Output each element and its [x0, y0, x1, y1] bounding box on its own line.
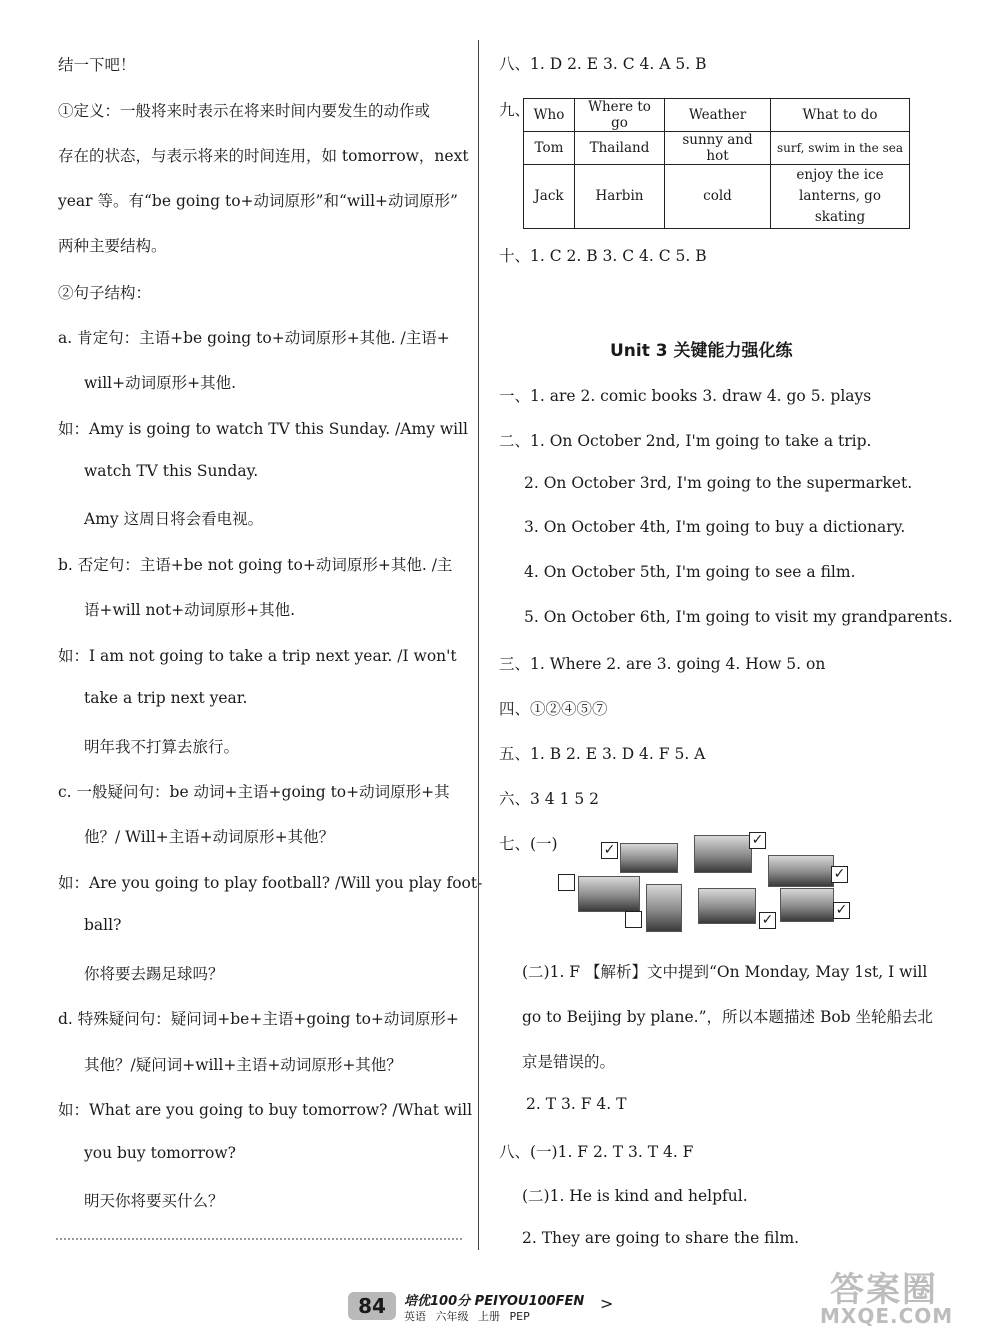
unit-title: Unit 3 关键能力强化练 — [610, 341, 793, 361]
table-header-row — [524, 99, 910, 132]
answer-u2-line: 4. On October 5th, I'm going to see a film. — [524, 563, 856, 581]
table-header: Weather — [665, 99, 771, 132]
text-line: 如：Amy is going to watch TV this Sunday. /Amy will — [58, 420, 469, 438]
page-footer — [348, 1290, 628, 1326]
answer-u8-line: 2. They are going to share the film. — [522, 1229, 800, 1247]
checkbox-icon — [625, 911, 642, 928]
text-line: 如：What are you going to buy tomorrow? /What will — [58, 1101, 473, 1119]
text-line: ②句子结构： — [58, 284, 152, 302]
table-cell: sunny and hot — [665, 132, 771, 165]
text-line: 存在的状态，与表示将来的时间连用，如 tomorrow，next — [58, 147, 469, 165]
text-line: will+动词原形+其他. — [84, 374, 237, 392]
answer-q9-label: 九、 — [499, 101, 531, 119]
answer-u7-2-line: 2. T 3. F 4. T — [526, 1095, 627, 1113]
answer-q10: 十、1. C 2. B 3. C 4. C 5. B — [499, 247, 707, 265]
check-icon: ✓ — [761, 912, 774, 928]
answer-u5: 五、1. B 2. E 3. D 4. F 5. A — [499, 745, 706, 763]
check-icon: ✓ — [603, 842, 616, 858]
page-number: 84 — [348, 1292, 396, 1320]
temple-photo — [768, 855, 834, 887]
boat-photo — [780, 888, 834, 922]
check-icon: ✓ — [833, 866, 846, 882]
checkbox-icon — [831, 866, 848, 883]
table-cell: surf, swim in the sea — [771, 132, 910, 165]
answer-u7-2-line: 京是错误的。 — [522, 1053, 616, 1071]
text-line: year 等。有“be going to+动词原形”和“will+动词原形” — [58, 192, 458, 210]
dotted-rule — [56, 1238, 462, 1240]
answer-u2-line: 二、1. On October 2nd, I'm going to take a trip. — [499, 432, 872, 450]
answer-q8: 八、1. D 2. E 3. C 4. A 5. B — [499, 55, 707, 73]
text-line: 你将要去踢足球吗？ — [84, 965, 224, 983]
text-line: c. 一般疑问句：be 动词+主语+going to+动词原形+其 — [58, 783, 450, 801]
answer-u7-2-line: (二)1. F 【解析】文中提到“On Monday, May 1st, I will — [522, 963, 928, 981]
checkbox-icon — [749, 832, 766, 849]
column-divider — [478, 40, 479, 1250]
text-line: b. 否定句：主语+be not going to+动词原形+其他. /主 — [58, 556, 453, 574]
lake-photo — [578, 876, 640, 912]
answer-u4: 四、①②④⑤⑦ — [499, 700, 608, 718]
table-row — [524, 165, 910, 229]
text-line: watch TV this Sunday. — [84, 462, 259, 480]
answer-u8-line: (二)1. He is kind and helpful. — [522, 1187, 748, 1205]
brand-logo: 培优100分 PEIYOU100FEN — [404, 1294, 585, 1309]
checkbox-icon — [833, 902, 850, 919]
answer-u2-line: 5. On October 6th, I'm going to visit my grandparents. — [524, 608, 953, 626]
building-photo — [698, 888, 756, 924]
book-info: 英语 六年级 上册 PEP — [404, 1310, 530, 1323]
checkbox-icon — [759, 912, 776, 929]
text-line: a. 肯定句：主语+be going to+动词原形+其他. /主语+ — [58, 329, 450, 347]
answer-u2-line: 2. On October 3rd, I'm going to the supermarket. — [524, 474, 913, 492]
table-header: Where to go — [575, 99, 665, 132]
checkbox-icon — [558, 874, 575, 891]
answer-u3: 三、1. Where 2. are 3. going 4. How 5. on — [499, 655, 826, 673]
check-icon: ✓ — [751, 832, 764, 848]
text-line: 语+will not+动词原形+其他. — [84, 601, 295, 619]
text-line: ball? — [84, 916, 122, 934]
watermark-url: MXQE.COM — [820, 1304, 954, 1328]
check-icon: ✓ — [835, 902, 848, 918]
watermark-text: 答案圈 — [830, 1270, 938, 1310]
chevron-right-icon: > — [600, 1294, 614, 1313]
answer-u8-line: 八、(一)1. F 2. T 3. T 4. F — [499, 1143, 694, 1161]
text-line: 如：Are you going to play football? /Will you play foot- — [58, 874, 483, 892]
answer-u1: 一、1. are 2. comic books 3. draw 4. go 5. plays — [499, 387, 872, 405]
checkbox-icon — [601, 842, 618, 859]
great-wall-photo — [694, 835, 752, 873]
answer-table — [523, 98, 910, 229]
text-line: 两种主要结构。 — [58, 237, 167, 255]
text-line: Amy 这周日将会看电视。 — [84, 510, 264, 528]
text-line: 明天你将要买什么？ — [84, 1192, 224, 1210]
tower-photo — [646, 884, 682, 932]
watermark — [820, 1262, 990, 1328]
answer-u7-2-line: go to Beijing by plane.”，所以本题描述 Bob 坐轮船去北 — [522, 1008, 934, 1026]
table-cell: cold — [665, 165, 771, 229]
text-line: 其他？/疑问词+will+主语+动词原形+其他？ — [84, 1056, 402, 1074]
text-line: 结一下吧！ — [58, 56, 136, 74]
table-cell: Harbin — [575, 165, 665, 229]
answer-u7-label: 七、(一) — [499, 835, 558, 853]
text-line: you buy tomorrow? — [84, 1144, 236, 1162]
text-line: d. 特殊疑问句：疑问词+be+主语+going to+动词原形+ — [58, 1010, 459, 1028]
answer-u2-line: 3. On October 4th, I'm going to buy a dictionary. — [524, 518, 906, 536]
text-line: ①定义：一般将来时表示在将来时间内要发生的动作或 — [58, 102, 431, 120]
text-line: 他？/ Will+主语+动词原形+其他？ — [84, 828, 335, 846]
table-header: Who — [524, 99, 575, 132]
table-cell: Thailand — [575, 132, 665, 165]
table-row — [524, 132, 910, 165]
answer-u6: 六、3 4 1 5 2 — [499, 790, 600, 808]
text-line: 如：I am not going to take a trip next year. /I won't — [58, 647, 457, 665]
table-cell: Jack — [524, 165, 575, 229]
table-cell: Tom — [524, 132, 575, 165]
text-line: 明年我不打算去旅行。 — [84, 738, 240, 756]
forbidden-city-photo — [620, 843, 678, 873]
table-cell: enjoy the ice lanterns, go skating — [771, 165, 910, 229]
table-header: What to do — [771, 99, 910, 132]
text-line: take a trip next year. — [84, 689, 248, 707]
